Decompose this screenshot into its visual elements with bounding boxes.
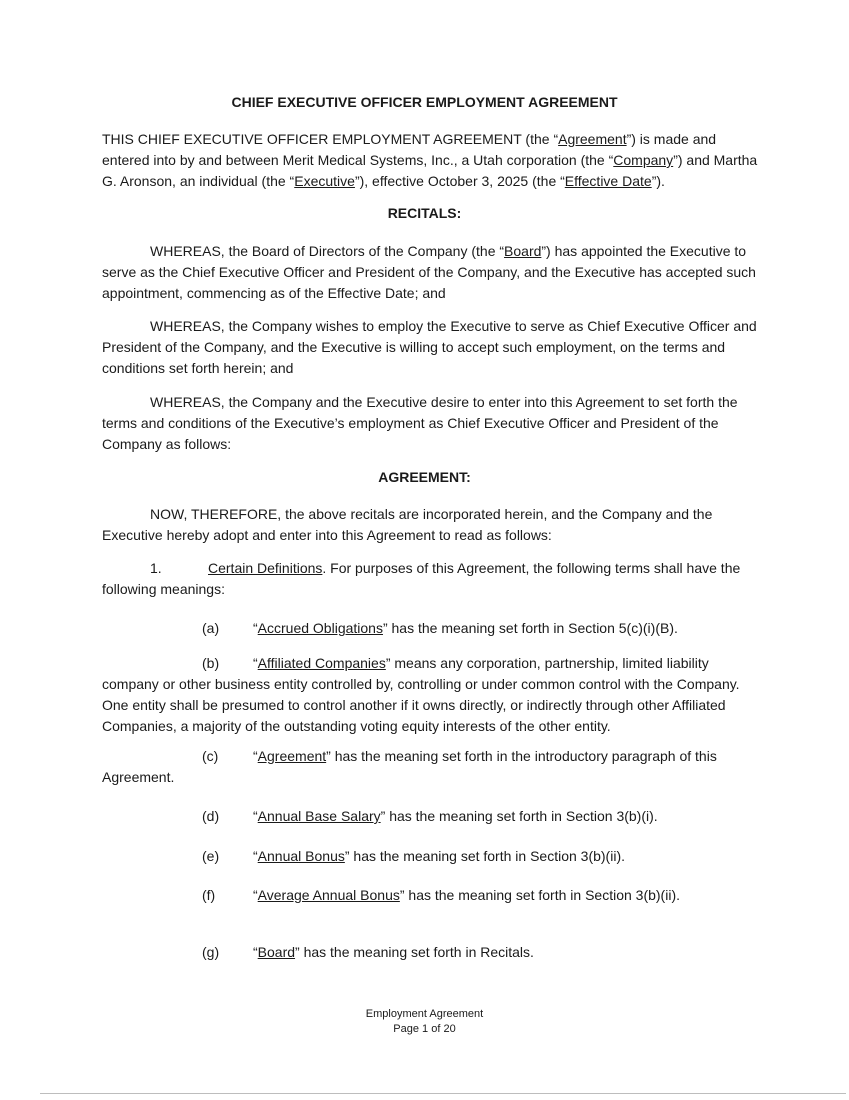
defined-term: Affiliated Companies [257,655,386,671]
defined-term-agreement: Agreement [558,131,627,147]
defined-term: Annual Base Salary [257,808,381,824]
definition-marker: (d) [202,808,220,824]
whereas-paragraph-1: WHEREAS, the Board of Directors of the Company (the “Board”) has appointed the Executive to serve as the Chief Executive Officer and President of the Company, and the Executive has accepted such appointment, commencing as of the Effective Date; and [102,243,756,301]
definition-item: (f) “Average Annual Bonus” has the meaning set forth in Section 3(b)(ii). [0,885,849,906]
defined-term: Average Annual Bonus [257,887,400,903]
definition-marker: (f) [202,887,216,903]
section-number: 1. [150,560,162,576]
defined-term: Agreement [257,748,327,764]
footer-document-name: Employment Agreement [365,1008,484,1020]
definition-marker: (b) [202,655,220,671]
defined-term: Accrued Obligations [257,620,383,636]
definition-item: (g) “Board” has the meaning set forth in Recitals. [0,942,849,963]
agreement-heading: AGREEMENT: [378,469,471,485]
defined-term-company: Company [613,152,674,168]
definition-marker: (g) [202,944,220,960]
definition-marker: (a) [202,620,220,636]
now-therefore-paragraph: NOW, THEREFORE, the above recitals are incorporated herein, and the Company and the Executive hereby adopt and enter into this Agreement to read as follows: [102,506,713,543]
definition-marker: (e) [202,848,220,864]
scan-edge-line [40,1093,846,1094]
defined-term: Board [257,944,296,960]
footer-page-number: Page 1 of 20 [393,1023,456,1035]
defined-term-board: Board [504,243,542,259]
document-title: CHIEF EXECUTIVE OFFICER EMPLOYMENT AGREEMENT [231,94,618,110]
definition-item: (c) “Agreement” has the meaning set forth in the introductory paragraph of this Agreement. [102,748,717,785]
defined-term-executive: Executive [294,173,355,189]
whereas-paragraph-2: WHEREAS, the Company wishes to employ the Executive to serve as Chief Executive Officer and President of the Company, and the Executive is willing to accept such employment, on the terms and conditions set forth herein; and [102,318,757,376]
whereas-paragraph-3: WHEREAS, the Company and the Executive desire to enter into this Agreement to set forth the terms and conditions of the Executive’s employment as Chief Executive Officer and President of the Company as follows: [102,394,738,452]
definition-item: (b) “Affiliated Companies” means any corporation, partnership, limited liability company or other business entity controlled by, controlling or under common control with the Company. One entity shall be presumed to control another if it owns directly, or indirectly through other Affiliated Companies, a majority of the outstanding voting equity interests of the other entity. [102,655,740,734]
definition-item: (d) “Annual Base Salary” has the meaning set forth in Section 3(b)(i). [0,806,849,827]
recitals-heading: RECITALS: [387,205,462,221]
defined-term-effective-date: Effective Date [564,173,652,189]
defined-term: Annual Bonus [257,848,345,864]
definition-marker: (c) [202,748,219,764]
definition-item: (e) “Annual Bonus” has the meaning set forth in Section 3(b)(ii). [0,846,849,867]
intro-paragraph: THIS CHIEF EXECUTIVE OFFICER EMPLOYMENT AGREEMENT (the “Agreement”) is made and entered into by and between Merit Medical Systems, Inc., a Utah corporation (the “Company”) and Martha G. Aronson, an individual (the “Executive”), effective October 3, 2025 (the “Effective Date”). [102,131,758,189]
section-title: Certain Definitions [208,560,323,576]
definition-item: (a) “Accrued Obligations” has the meaning set forth in Section 5(c)(i)(B). [0,618,849,639]
section-1-paragraph: 1. Certain Definitions. For purposes of this Agreement, the following terms shall have the following meanings: [102,560,741,597]
